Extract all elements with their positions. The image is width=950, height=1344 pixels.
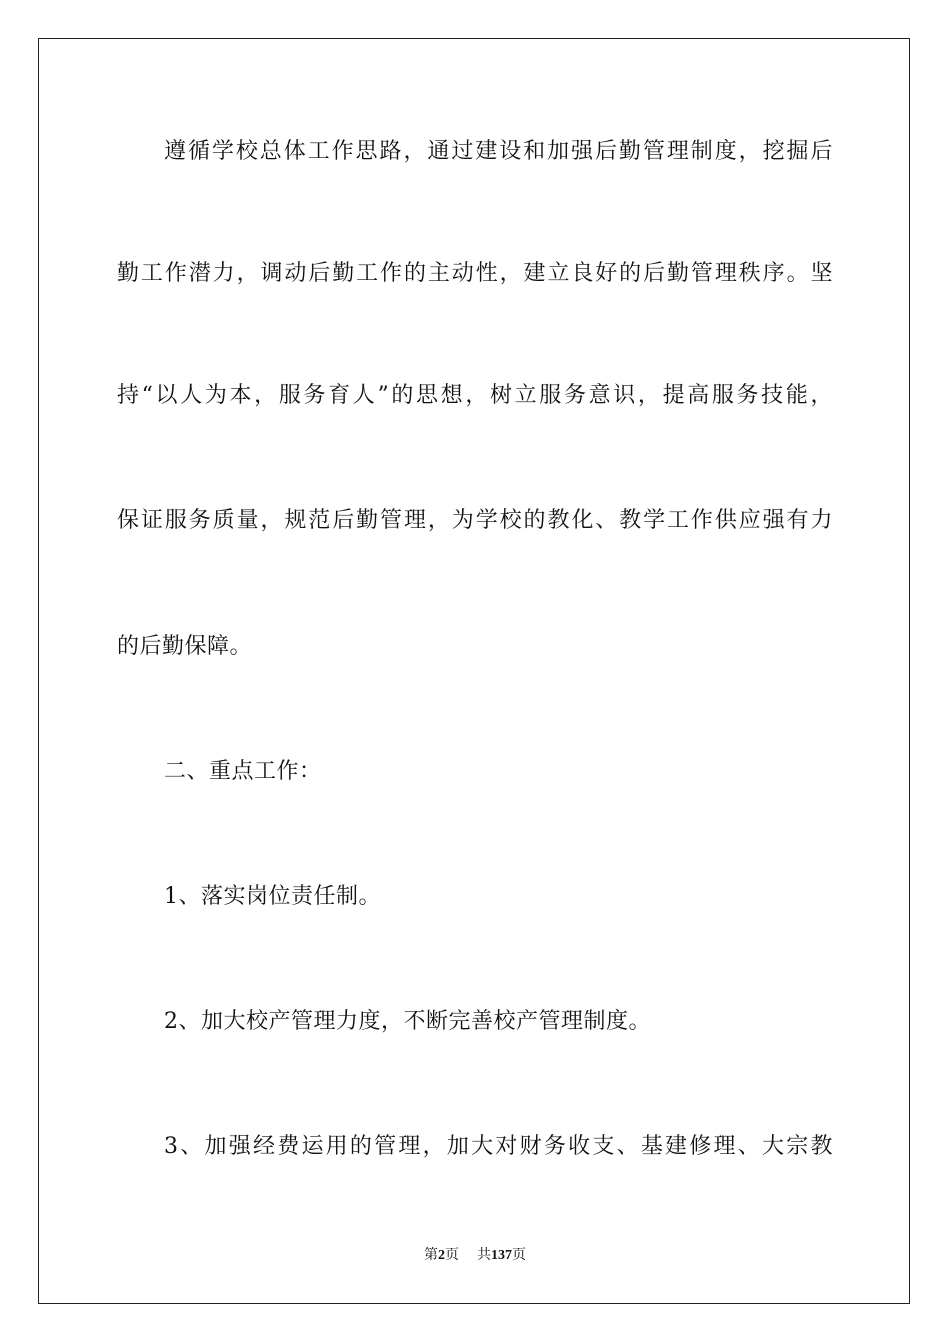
paragraph-line-4: 保证服务质量，规范后勤管理，为学校的教化、教学工作供应强有力 bbox=[117, 508, 833, 533]
paragraph-line-1: 遵循学校总体工作思路，通过建设和加强后勤管理制度，挖掘后 bbox=[164, 139, 833, 164]
total-suffix: 页 bbox=[512, 1248, 526, 1263]
list-item-2: 2、加大校产管理力度，不断完善校产管理制度。 bbox=[164, 1009, 651, 1034]
paragraph-line-2: 勤工作潜力，调动后勤工作的主动性，建立良好的后勤管理秩序。坚 bbox=[117, 261, 833, 286]
page-border bbox=[38, 38, 910, 1304]
current-page-number: 2 bbox=[438, 1248, 445, 1263]
section-heading: 二、重点工作： bbox=[164, 759, 322, 784]
total-page-count: 137 bbox=[491, 1248, 512, 1263]
page-prefix: 第 bbox=[424, 1248, 438, 1263]
list-item-3: 3、加强经费运用的管理，加大对财务收支、基建修理、大宗教 bbox=[164, 1134, 833, 1159]
page-suffix: 页 bbox=[445, 1248, 459, 1263]
page-footer bbox=[0, 1247, 950, 1265]
list-item-1: 1、落实岗位责任制。 bbox=[164, 884, 381, 909]
paragraph-line-3: 持“以人为本，服务育人”的思想，树立服务意识，提高服务技能， bbox=[117, 383, 833, 408]
paragraph-line-5: 的后勤保障。 bbox=[117, 634, 253, 659]
total-prefix: 共 bbox=[477, 1248, 491, 1263]
